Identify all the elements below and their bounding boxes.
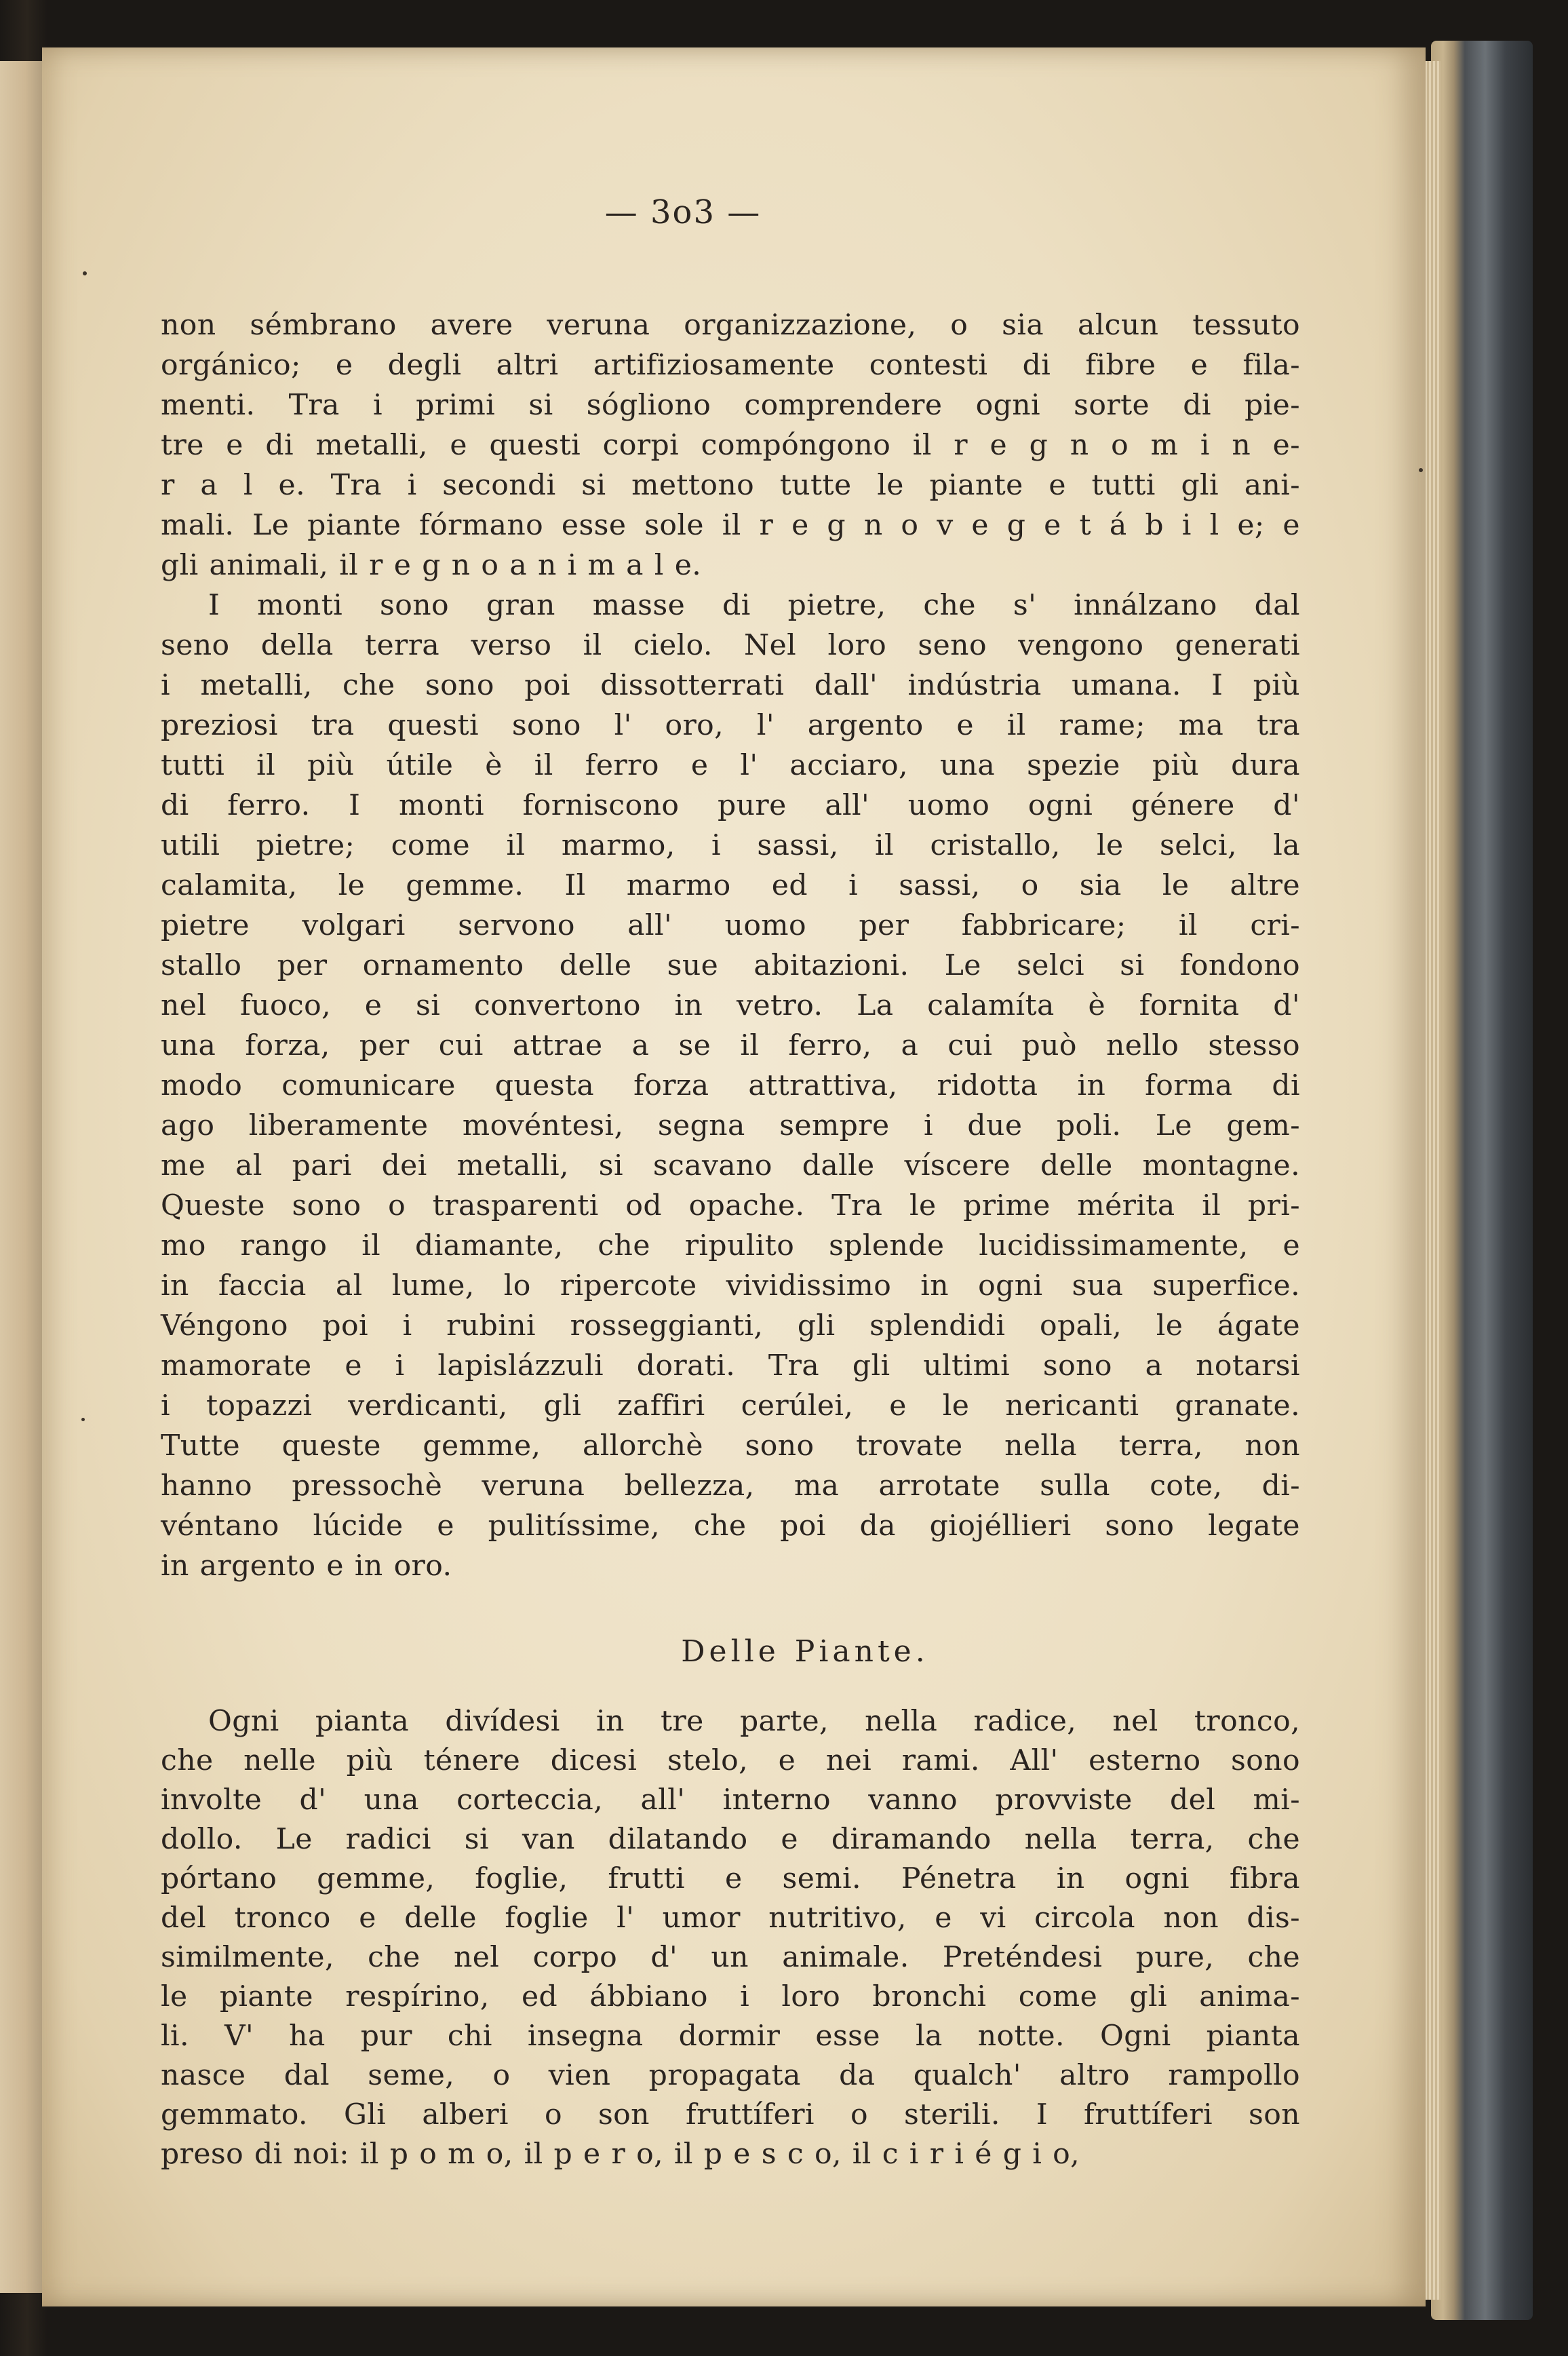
text-line: seno della terra verso il cielo. Nel loro seno vengono generati (161, 629, 1300, 662)
page-text (161, 305, 1300, 2174)
text-line: véntano lúcide e pulitíssime, che poi da giojéllieri sono legate (161, 1509, 1300, 1543)
text-line: in faccia al lume, lo ripercote vividissimo in ogni sua superfice. (161, 1269, 1300, 1302)
text-line: mali. Le piante fórmano esse sole il r e g n o v e g e t á b i l e; e (161, 509, 1300, 542)
text-line: le piante respírino, ed ábbiano i loro bronchi come gli anima- (161, 1980, 1300, 2013)
text-line: ago liberamente movéntesi, segna sempre i due poli. Le gem- (161, 1109, 1300, 1142)
text-line: nel fuoco, e si convertono in vetro. La calamíta è fornita d' (161, 989, 1300, 1022)
ink-speck (1419, 468, 1423, 472)
text-line: r a l e. Tra i secondi si mettono tutte le piante e tutti gli ani- (161, 469, 1300, 502)
book-binding (1431, 41, 1533, 2320)
text-line: Ogni pianta divídesi in tre parte, nella radice, nel tronco, (208, 1705, 1300, 1738)
text-line: stallo per ornamento delle sue abitazioni. Le selci si fondono (161, 949, 1300, 982)
page-number: — 3o3 — (604, 193, 762, 231)
text-line: me al pari dei metalli, si scavano dalle víscere delle montagne. (161, 1149, 1300, 1182)
text-line: del tronco e delle foglie l' umor nutritivo, e vi circola non dis- (161, 1901, 1300, 1935)
text-line: orgánico; e degli altri artifiziosamente contesti di fibre e fila- (161, 349, 1300, 382)
text-line: pórtano gemme, foglie, frutti e semi. Pénetra in ogni fibra (161, 1862, 1300, 1895)
text-line: Tutte queste gemme, allorchè sono trovate nella terra, non (161, 1429, 1300, 1463)
text-line: mo rango il diamante, che ripulito splende lucidissimamente, e (161, 1229, 1300, 1262)
text-line: preziosi tra questi sono l' oro, l' argento e il rame; ma tra (161, 709, 1300, 742)
text-line: i topazzi verdicanti, gli zaffiri cerúlei, e le nericanti granate. (161, 1389, 1300, 1423)
text-line: tre e di metalli, e questi corpi compóngono il r e g n o m i n e- (161, 429, 1300, 462)
text-line: i metalli, che sono poi dissotterrati dall' indústria umana. I più (161, 669, 1300, 702)
text-line: una forza, per cui attrae a se il ferro, a cui può nello stesso (161, 1029, 1300, 1062)
text-line: Véngono poi i rubini rosseggianti, gli splendidi opali, le ágate (161, 1309, 1300, 1343)
ink-speck (81, 1418, 85, 1421)
paragraph-3 (161, 1701, 1300, 2174)
section-heading: Delle Piante. (681, 1634, 929, 1669)
text-line: similmente, che nel corpo d' un animale. Preténdesi pure, che (161, 1941, 1300, 1974)
text-line: tutti il più útile è il ferro e l' acciaro, una spezie più dura (161, 749, 1300, 782)
text-line: modo comunicare questa forza attrattiva, ridotta in forma di (161, 1069, 1300, 1102)
text-line: di ferro. I monti forniscono pure all' uomo ogni génere d' (161, 789, 1300, 822)
text-line: nasce dal seme, o vien propagata da qualch' altro rampollo (161, 2059, 1300, 2092)
ink-speck (83, 271, 87, 275)
text-line: utili pietre; come il marmo, i sassi, il cristallo, le selci, la (161, 829, 1300, 862)
text-line: che nelle più ténere dicesi stelo, e nei rami. All' esterno sono (161, 1744, 1300, 1777)
text-line: involte d' una corteccia, all' interno vanno provviste del mi- (161, 1783, 1300, 1817)
paragraph-1 (161, 305, 1300, 585)
book-page (42, 47, 1426, 2306)
text-line: non sémbrano avere veruna organizzazione, o sia alcun tessuto (161, 309, 1300, 342)
text-line: menti. Tra i primi si sógliono comprendere ogni sorte di pie- (161, 389, 1300, 422)
text-line: hanno pressochè veruna bellezza, ma arrotate sulla cote, di- (161, 1469, 1300, 1503)
text-line: mamorate e i lapislázzuli dorati. Tra gli ultimi sono a notarsi (161, 1349, 1300, 1383)
text-line: li. V' ha pur chi insegna dormir esse la notte. Ogni pianta (161, 2020, 1300, 2053)
previous-page-edge (0, 61, 43, 2293)
text-line: Queste sono o trasparenti od opache. Tra le prime mérita il pri- (161, 1189, 1300, 1222)
text-line: preso di noi: il p o m o, il p e r o, il p e s c o, il c i r i é g i o, (161, 2138, 1080, 2171)
text-line: dollo. Le radici si van dilatando e diramando nella terra, che (161, 1823, 1300, 1856)
text-line: pietre volgari servono all' uomo per fabbricare; il cri- (161, 909, 1300, 942)
text-line: I monti sono gran masse di pietre, che s' innálzano dal (208, 589, 1300, 622)
paragraph-2 (161, 585, 1300, 1586)
text-line: gemmato. Gli alberi o son fruttíferi o sterili. I fruttíferi son (161, 2098, 1300, 2131)
text-line: calamita, le gemme. Il marmo ed i sassi, o sia le altre (161, 869, 1300, 902)
text-line: gli animali, il r e g n o a n i m a l e. (161, 549, 702, 582)
text-line: in argento e in oro. (161, 1549, 452, 1583)
